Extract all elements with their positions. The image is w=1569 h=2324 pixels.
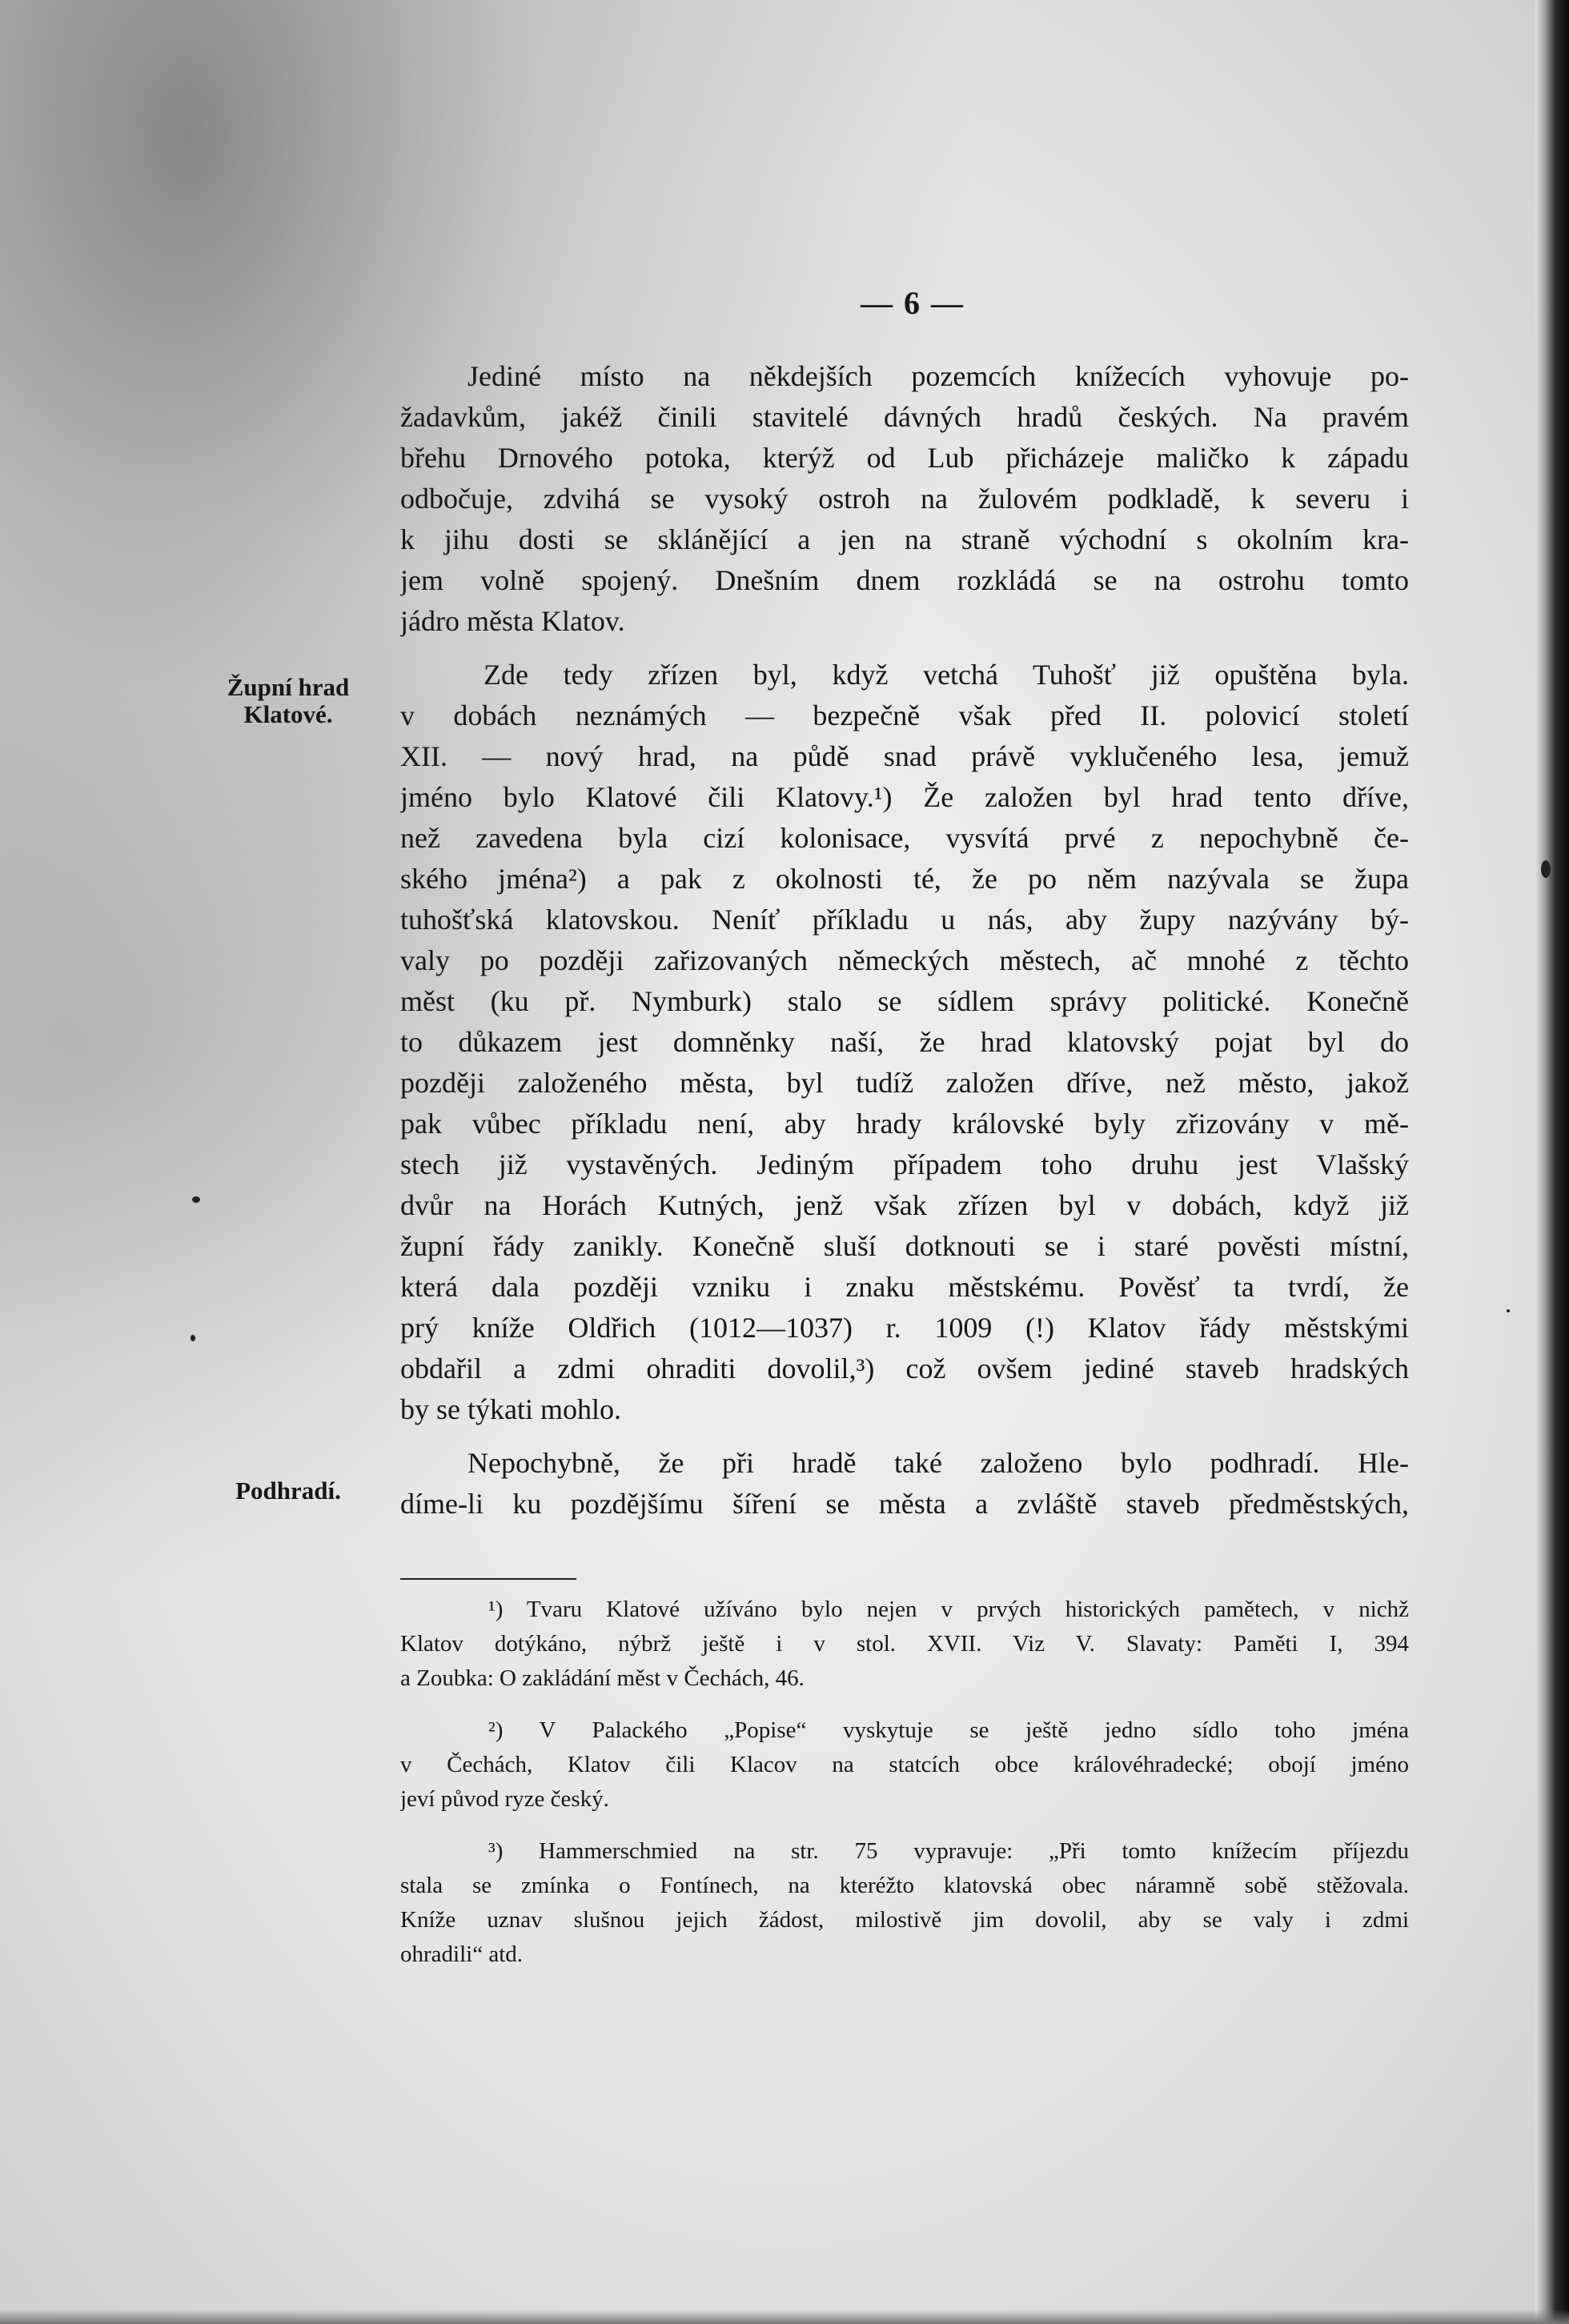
text-line: Nepochybně, že při hradě také založeno bylo podhradí. Hle-	[467, 1447, 1409, 1479]
ink-speck	[1507, 1309, 1510, 1312]
text-line: odbočuje, zdvihá se vysoký ostroh na žulovém podkladě, k severu i	[400, 483, 1409, 515]
text-line: ského jména²) a pak z okolnosti té, že po něm nazývala se župa	[400, 863, 1409, 895]
text-line: stech již vystavěných. Jediným případem toho druhu jest Vlašský	[400, 1148, 1409, 1180]
margin-note-zupni-hrad	[188, 674, 388, 728]
footnote-line: stala se zmínka o Fontínech, na kteréžto klatovská obec náramně sobě stěžovala.	[400, 1873, 1409, 1898]
text-line: tuhošťská klatovskou. Neníť příkladu u nás, aby župy nazývány bý-	[400, 904, 1409, 936]
text-line: Jediné místo na někdejších pozemcích knížecích vyhovuje po-	[467, 360, 1409, 392]
page-edge-shadow	[1535, 0, 1569, 2324]
text-line: jádro města Klatov.	[400, 605, 625, 637]
page-bottom-shadow	[0, 2310, 1569, 2324]
footnote-line: ³) Hammerschmied na str. 75 vypravuje: „Při tomto knížecím příjezdu	[488, 1838, 1409, 1864]
footnote-line: a Zoubka: O zakládání měst v Čechách, 46.	[400, 1665, 805, 1691]
footnotes	[400, 1593, 1409, 1972]
footnote-divider	[400, 1578, 576, 1580]
text-line: jem volně spojený. Dnešním dnem rozkládá se na ostrohu tomto	[400, 564, 1409, 596]
text-line: jméno bylo Klatové čili Klatovy.¹) Že založen byl hrad tento dříve,	[400, 781, 1409, 813]
text-line: v dobách neznámých — bezpečně však před II. polovicí století	[400, 699, 1409, 731]
ink-speck	[192, 1196, 200, 1203]
page-number: — 6 —	[861, 285, 965, 321]
text-line: měst (ku př. Nymburk) stalo se sídlem správy politické. Konečně	[400, 985, 1409, 1017]
text-line: pak vůbec příkladu není, aby hrady královské byly zřizovány v mě-	[400, 1108, 1409, 1140]
text-line: prý kníže Oldřich (1012—1037) r. 1009 (!) Klatov řády městskými	[400, 1312, 1409, 1344]
ink-speck	[191, 1335, 195, 1341]
text-line: Zde tedy zřízen byl, když vetchá Tuhošť již opuštěna byla.	[484, 659, 1409, 691]
text-line: by se týkati mohlo.	[400, 1393, 621, 1425]
ink-speck	[1541, 860, 1551, 878]
footnote-line: ²) V Palackého „Popise“ vyskytuje se ještě jedno sídlo toho jména	[488, 1717, 1409, 1743]
footnote-line: Kníže uznav slušnou jejich žádost, milostivě jim dovolil, aby se valy i zdmi	[400, 1907, 1409, 1933]
footnote-line: ¹) Tvaru Klatové užíváno bylo nejen v prvých historických pamětech, v nichž	[488, 1597, 1409, 1622]
footnote-line: jeví původ ryze český.	[400, 1786, 609, 1812]
text-line: župní řády zanikly. Konečně sluší dotknouti se i staré pověsti místní,	[400, 1230, 1409, 1262]
footnote-line: Klatov dotýkáno, nýbrž ještě i v stol. XVII. Viz V. Slavaty: Paměti I, 394	[400, 1631, 1409, 1657]
text-line: to důkazem jest domněnky naší, že hrad klatovský pojat byl do	[400, 1026, 1409, 1058]
text-line: obdařil a zdmi ohraditi dovolil,³) což ovšem jediné staveb hradských	[400, 1352, 1409, 1384]
text-line: později založeného města, byl tudíž založen dříve, než město, jakož	[400, 1067, 1409, 1099]
text-line: dvůr na Horách Kutných, jenž však zřízen byl v dobách, když již	[400, 1189, 1409, 1221]
main-text	[400, 356, 1409, 1525]
text-line: která dala později vzniku i znaku městskému. Pověsť ta tvrdí, že	[400, 1271, 1409, 1303]
margin-note-line: Župní hrad	[227, 673, 350, 701]
text-line: XII. — nový hrad, na půdě snad právě vyklučeného lesa, jemuž	[400, 740, 1409, 772]
margin-note-line: Klatové.	[243, 700, 333, 728]
text-line: valy po později zařizovaných německých městech, ač mnohé z těchto	[400, 944, 1409, 976]
text-line: než zavedena byla cizí kolonisace, vysvítá prvé z nepochybně če-	[400, 822, 1409, 854]
footnote-line: v Čechách, Klatov čili Klacov na statcích obce královéhradecké; obojí jméno	[400, 1752, 1409, 1777]
text-line: díme-li ku pozdějšímu šíření se města a zvláště staveb předměstských,	[400, 1488, 1409, 1520]
footnote-line: ohradili“ atd.	[400, 1941, 524, 1967]
text-line: břehu Drnového potoka, kterýž od Lub přicházeje maličko k západu	[400, 442, 1409, 474]
margin-note-podhradi: Podhradí.	[235, 1477, 341, 1505]
text-line: k jihu dosti se sklánějící a jen na straně východní s okolním kra-	[400, 523, 1409, 555]
text-line: žadavkům, jakéž činili stavitelé dávných hradů českých. Na pravém	[400, 401, 1409, 433]
